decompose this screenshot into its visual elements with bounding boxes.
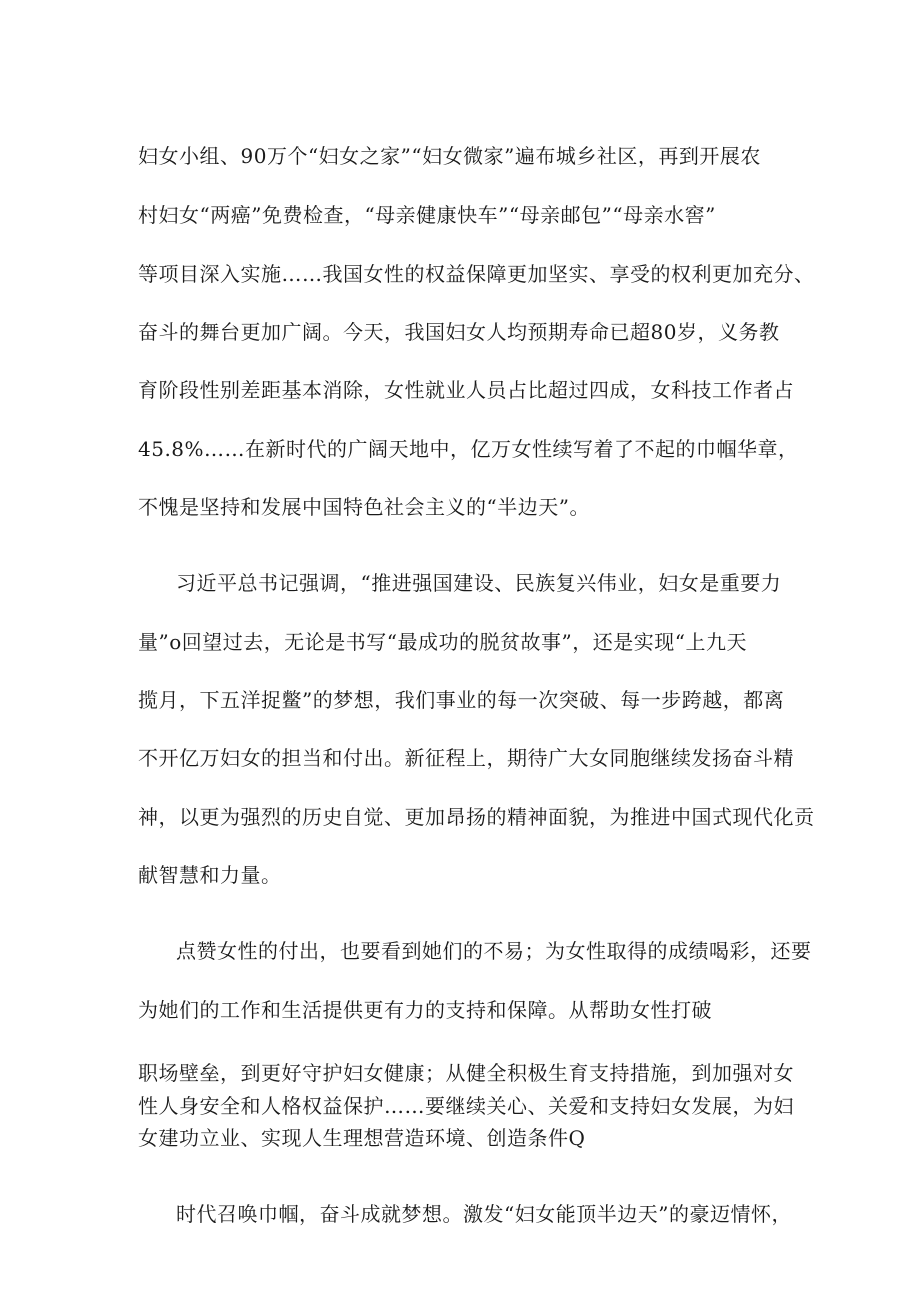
paragraph-line: 不愧是坚持和发展中国特色社会主义的“半边天”。 — [138, 495, 590, 519]
paragraph-line: 性人身安全和人格权益保护……要继续关心、关爱和支持妇女发展，为妇 — [138, 1094, 794, 1118]
paragraph-line: 45.8%……在新时代的广阔天地中，亿万女性续写着了不起的巾帼华章， — [138, 437, 799, 461]
paragraph-line: 奋斗的舞台更加广阔。今天，我国妇女人均预期寿命已超80岁，义务教 — [138, 320, 780, 344]
paragraph-line: 等项目深入实施……我国女性的权益保障更加坚实、享受的权利更加充分、 — [138, 262, 815, 286]
paragraph-line: 为她们的工作和生活提供更有力的支持和保障。从帮助女性打破 — [138, 998, 712, 1022]
paragraph-line: 揽月，下五洋捉鳖”的梦想，我们事业的每一次突破、每一步跨越，都离 — [138, 688, 785, 712]
paragraph-line: 神，以更为强烈的历史自觉、更加昂扬的精神面貌，为推进中国式现代化贡 — [138, 805, 815, 829]
paragraph-line: 职场壁垒，到更好守护妇女健康；从健全积极生育支持措施，到加强对女 — [138, 1061, 794, 1085]
paragraph-line: 妇女小组、90万个“妇女之家”“妇女微家”遍布城乡社区，再到开展农 — [138, 144, 761, 168]
paragraph-line: 习近平总书记强调，“推进强国建设、民族复兴伟业，妇女是重要力 — [176, 571, 782, 595]
paragraph-line: 村妇女“两癌”免费检查，“母亲健康快车”“母亲邮包”“母亲水窖” — [138, 203, 716, 227]
paragraph-line: 时代召唤巾帼，奋斗成就梦想。激发“妇女能顶半边天”的豪迈情怀， — [176, 1202, 792, 1226]
paragraph-line: 女建功立业、实现人生理想营造环境、创造条件Q — [138, 1126, 586, 1150]
paragraph-line: 不开亿万妇女的担当和付出。新征程上，期待广大女同胞继续发扬奋斗精 — [138, 746, 794, 770]
paragraph-line: 点赞女性的付出，也要看到她们的不易；为女性取得的成绩喝彩，还要 — [176, 939, 812, 963]
paragraph-line: 育阶段性别差距基本消除，女性就业人员占比超过四成，女科技工作者占 — [138, 378, 794, 402]
paragraph-line: 献智慧和力量。 — [138, 863, 282, 887]
paragraph-line: 量”o回望过去，无论是书写“最成功的脱贫故事”，还是实现“上九天 — [138, 630, 747, 654]
